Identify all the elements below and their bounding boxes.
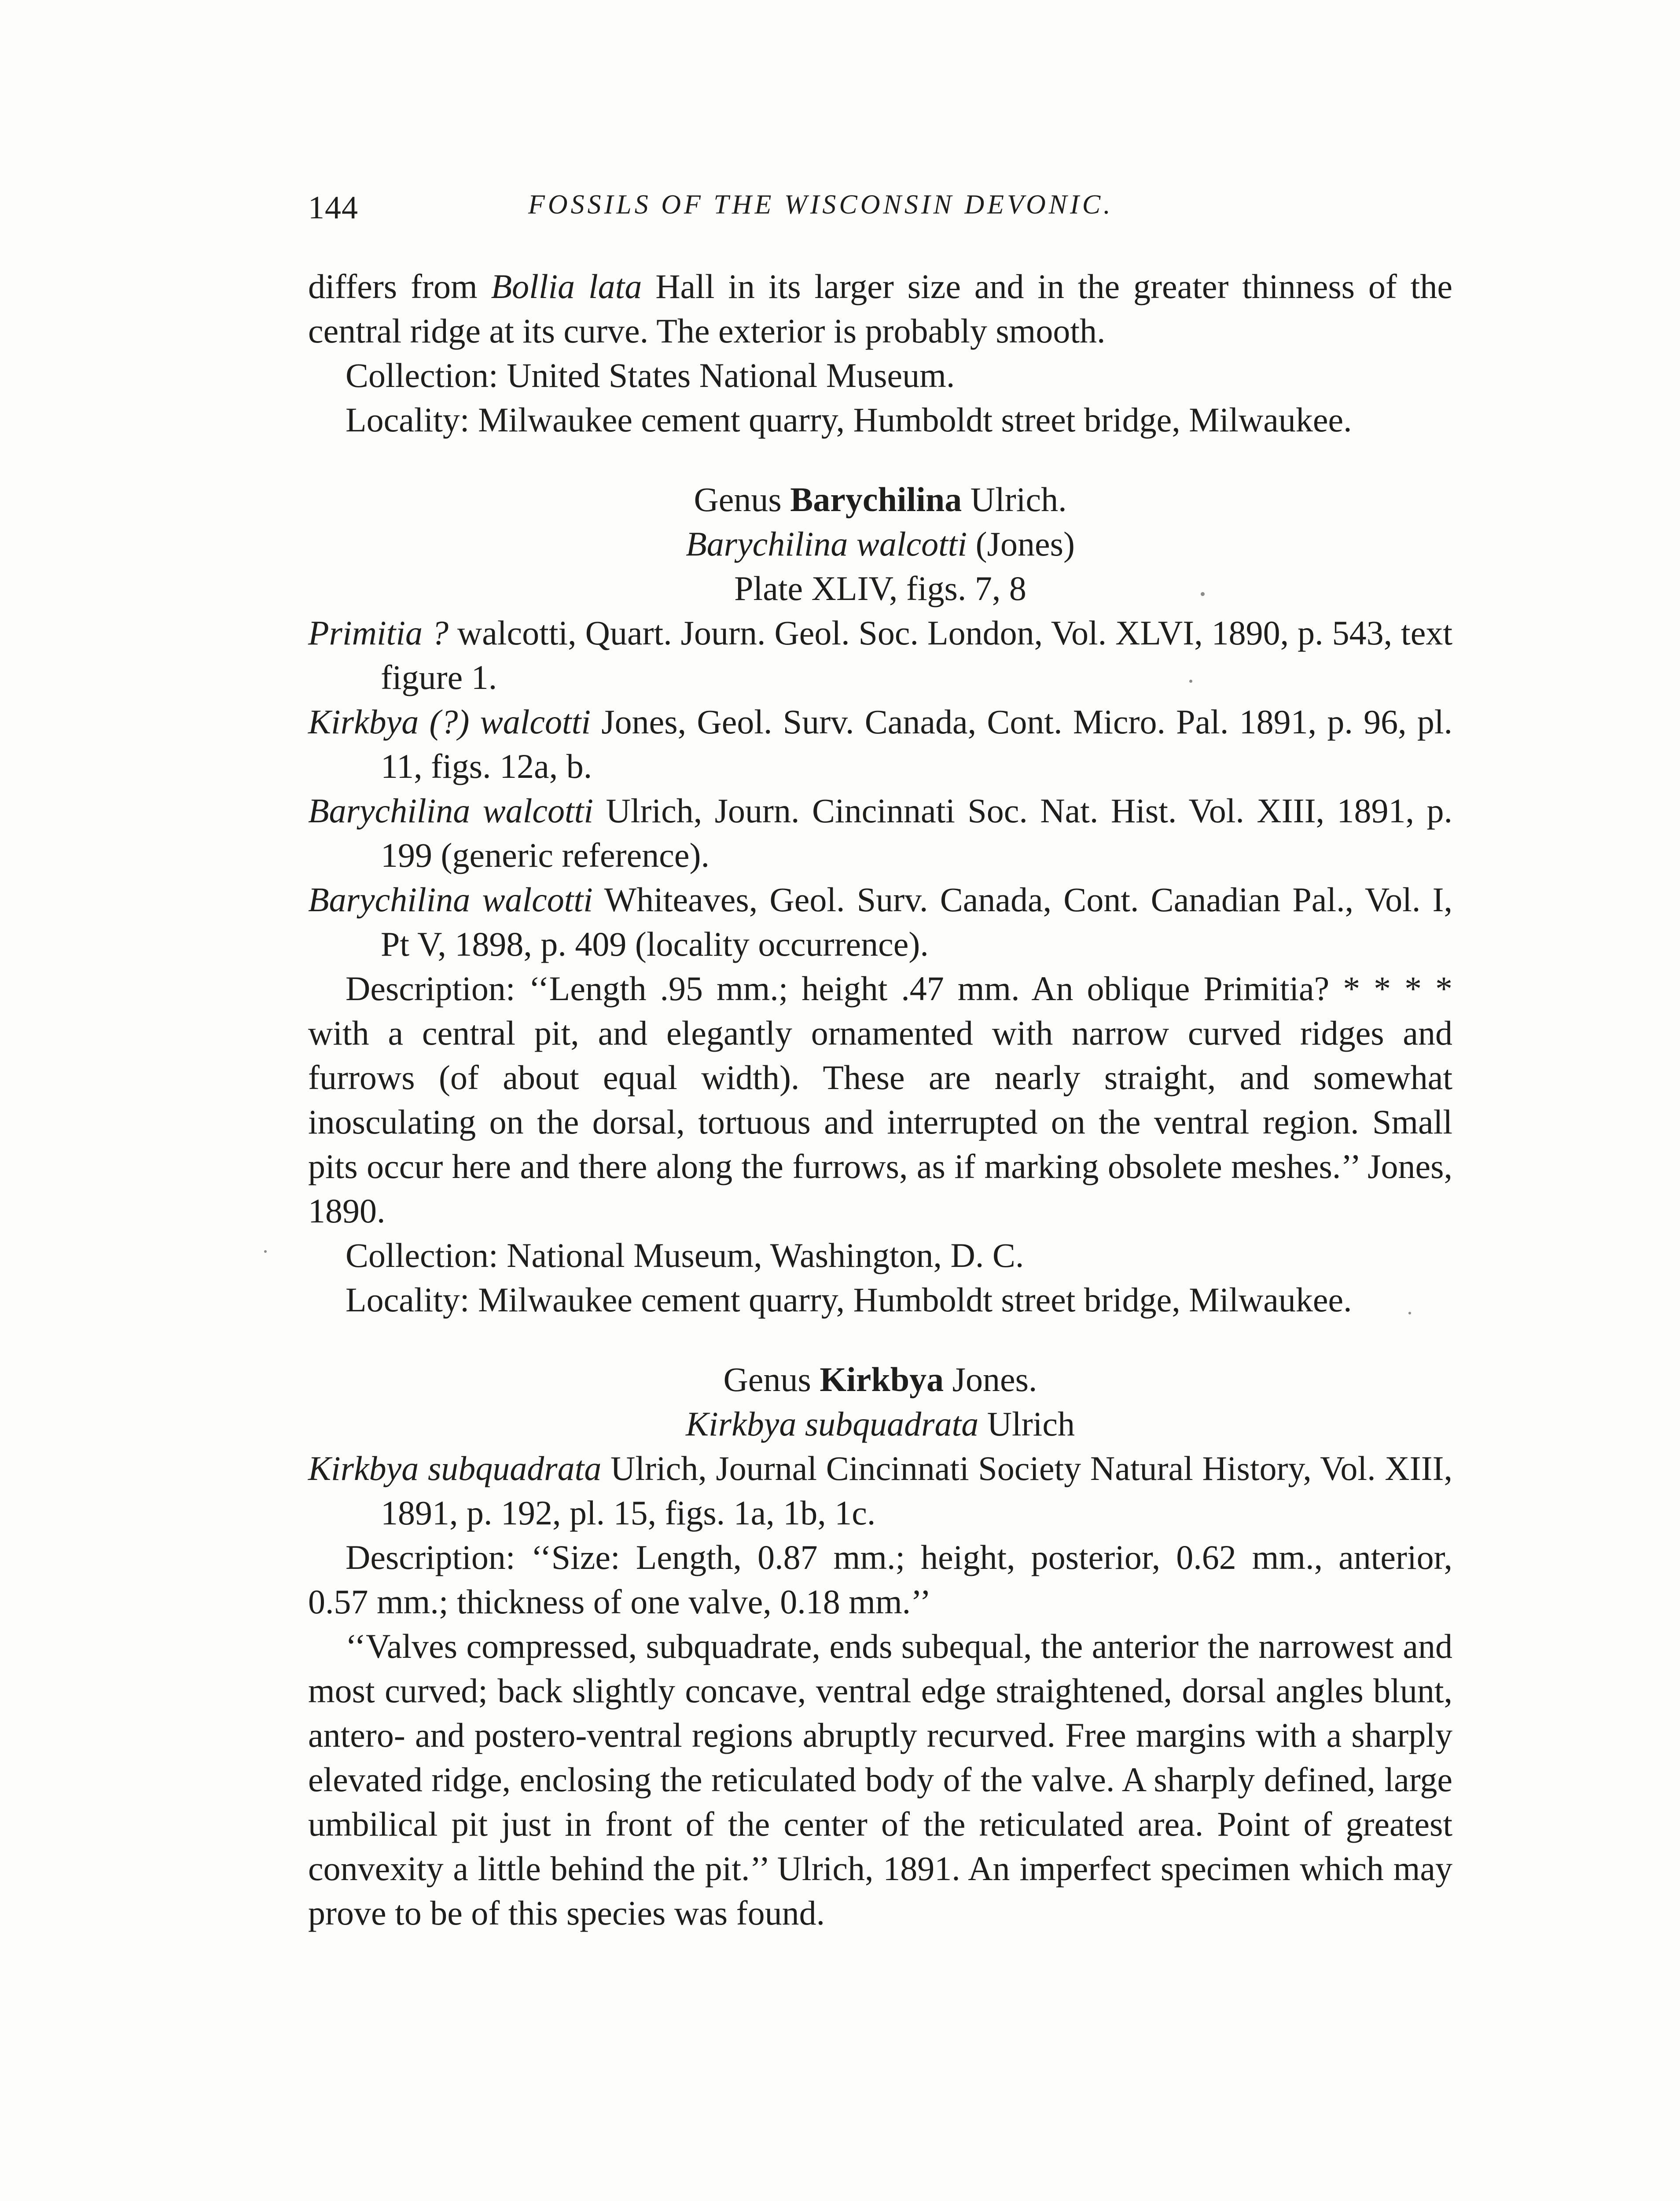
locality-paragraph-2 — [308, 1277, 1452, 1322]
scan-speck — [1408, 1312, 1411, 1314]
page-body — [308, 264, 1452, 1935]
continuation-text-b: Hall in its larger size and in the greater thinness of the central ridge at its curve. The exterior is probably smooth. — [308, 267, 1453, 350]
locality-paragraph-1 — [308, 398, 1452, 442]
continuation-paragraph — [308, 264, 1452, 353]
synonym-name: Kirkbya subquadrata — [308, 1449, 602, 1487]
collection-paragraph-1 — [308, 353, 1452, 398]
collection-label: Collection: — [346, 356, 498, 394]
locality-text: Milwaukee cement quarry, Humboldt street bridge, Milwaukee. — [469, 1281, 1352, 1319]
synonym-entry — [308, 611, 1452, 699]
synonym-entry — [308, 877, 1452, 966]
continuation-species: Bollia lata — [491, 267, 642, 305]
synonym-text: Whiteaves, Geol. Surv. Canada, Cont. Canadian Pal., Vol. I, Pt V, 1898, p. 409 (locality occurrence). — [381, 880, 1452, 963]
genus-heading-barychilina — [308, 477, 1452, 522]
quoted-description-paragraph: ‘‘Valves compressed, subquadrate, ends subequal, the anterior the narrowest and most curved; back slightly concave, ventral edge straightened, dorsal angles blunt, antero- and postero-ventral regions abruptly recurved. Free margins with a sharply elevated ridge, enclosing the reticulated body of the valve. A sharply defined, large umbilical pit just in front of the center of the reticulated area. Point of greatest convexity a little behind the pit.’’ Ulrich, 1891. An imperfect specimen which may prove to be of this species was found. — [308, 1627, 1452, 1932]
synonym-text: Jones, Geol. Surv. Canada, Cont. Micro. Pal. 1891, p. 96, pl. 11, figs. 12a, b. — [381, 703, 1452, 785]
scan-speck — [1201, 592, 1205, 596]
genus-author: Ulrich. — [962, 480, 1067, 519]
description-paragraph-barychilina — [308, 966, 1452, 1233]
species-author: (Jones) — [967, 525, 1075, 563]
synonym-entry — [308, 788, 1452, 877]
page-header — [308, 189, 1452, 238]
description-text: ‘‘Length .95 mm.; height .47 mm. An oblique Primitia? * * * * with a central pit, and elegantly ornamented with narrow curved ridges and furrows (of about equal width). These are nearly straight, and somewhat inosculating on the dorsal, tortuous and interrupted on the ventral region. Small pits occur here and there along the furrows, as if marking obsolete meshes.’’ Jones, 1890. — [308, 969, 1452, 1230]
collection-text: National Museum, Washington, D. C. — [498, 1236, 1024, 1274]
genus-name: Barychilina — [790, 480, 962, 519]
genus-prefix: Genus — [694, 480, 790, 519]
running-title: FOSSILS OF THE WISCONSIN DEVONIC. — [528, 190, 1114, 220]
page-number: 144 — [308, 190, 358, 226]
synonym-entry — [308, 699, 1452, 788]
species-name: Kirkbya subquadrata — [686, 1405, 979, 1443]
synonym-name: Primitia ? — [308, 614, 448, 652]
species-name: Barychilina walcotti — [686, 525, 967, 563]
collection-label: Collection: — [346, 1236, 498, 1274]
locality-label: Locality: — [346, 401, 470, 439]
locality-label: Locality: — [346, 1281, 470, 1319]
genus-prefix: Genus — [723, 1360, 820, 1399]
species-heading-barychilina — [308, 522, 1452, 566]
synonym-text: walcotti, Quart. Journ. Geol. Soc. London, Vol. XLVI, 1890, p. 543, text figure 1. — [381, 614, 1452, 696]
synonym-text: Ulrich, Journ. Cincinnati Soc. Nat. Hist. Vol. XIII, 1891, p. 199 (generic reference). — [381, 791, 1452, 874]
description-label: Description: — [346, 1538, 515, 1576]
synonym-name: Kirkbya (?) walcotti — [308, 703, 591, 741]
species-heading-kirkbya — [308, 1402, 1452, 1446]
continuation-text-a: differs from — [308, 267, 491, 305]
synonym-name: Barychilina walcotti — [308, 880, 593, 919]
scan-speck — [1189, 680, 1192, 683]
scan-speck — [264, 1250, 267, 1253]
collection-text: United States National Museum. — [498, 356, 955, 394]
description-label: Description: — [346, 969, 515, 1008]
genus-author: Jones. — [944, 1360, 1037, 1399]
synonym-name: Barychilina walcotti — [308, 791, 594, 830]
synonym-entry — [308, 1446, 1452, 1535]
genus-name: Kirkbya — [820, 1360, 944, 1399]
locality-text: Milwaukee cement quarry, Humboldt street bridge, Milwaukee. — [469, 401, 1352, 439]
species-author: Ulrich — [978, 1405, 1075, 1443]
description-paragraph-kirkbya — [308, 1535, 1452, 1624]
collection-paragraph-2 — [308, 1233, 1452, 1277]
description-text: ‘‘Size: Length, 0.87 mm.; height, posterior, 0.62 mm., anterior, 0.57 mm.; thickness of one valve, 0.18 mm.’’ — [308, 1538, 1452, 1621]
synonym-text: Ulrich, Journal Cincinnati Society Natural History, Vol. XIII, 1891, p. 192, pl. 15, figs. 1a, 1b, 1c. — [381, 1449, 1453, 1532]
genus-heading-kirkbya — [308, 1357, 1452, 1402]
plate-reference: Plate XLIV, figs. 7, 8 — [734, 569, 1026, 607]
